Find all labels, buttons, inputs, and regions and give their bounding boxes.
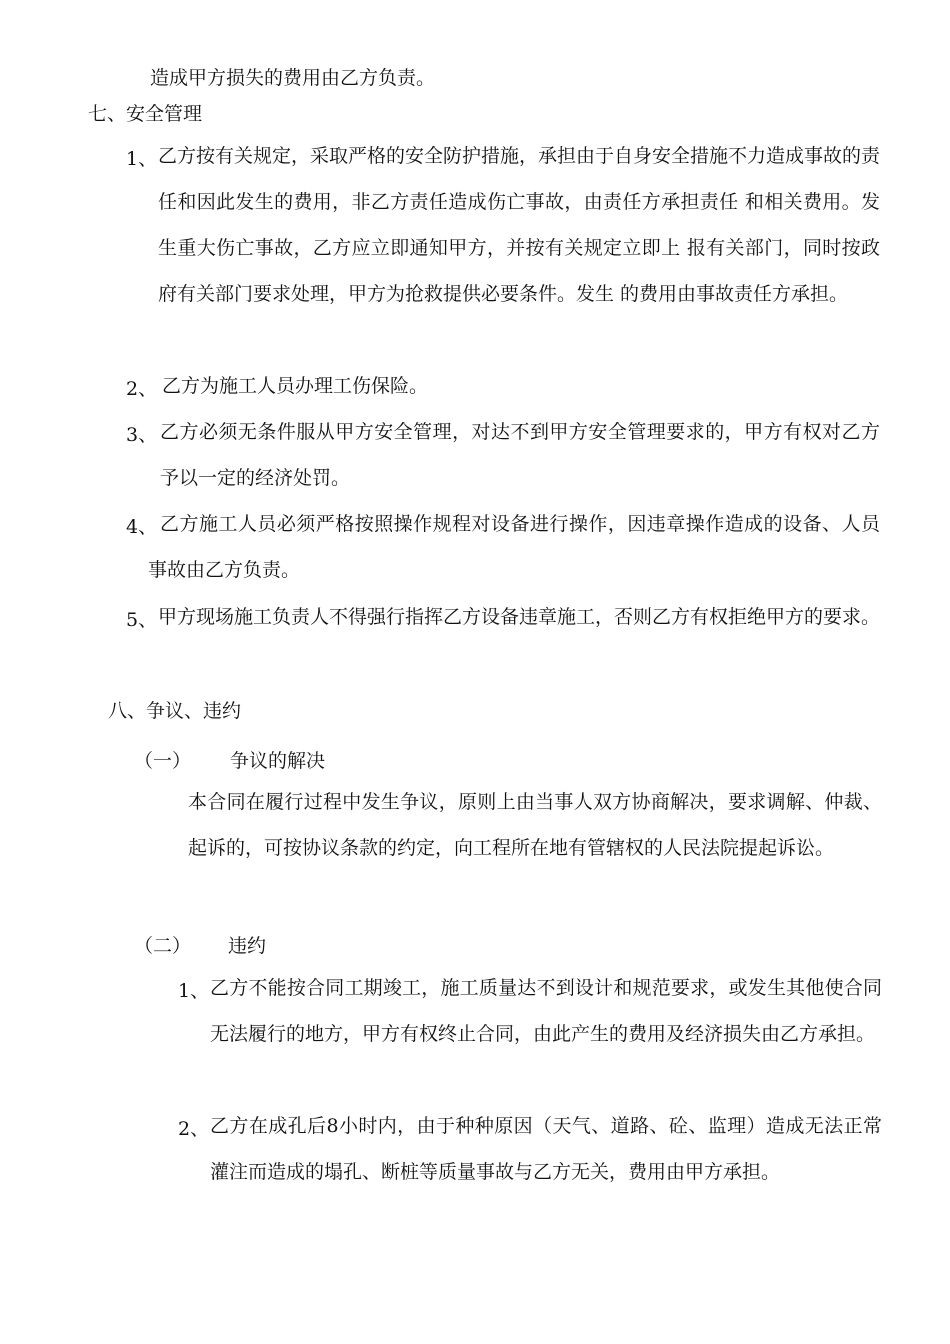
- item-number: 4、: [126, 516, 158, 538]
- sub-number: （二）: [134, 935, 192, 957]
- safety-item-1: [126, 133, 886, 363]
- item-text: 乙方按有关规定，采取严格的安全防护措施，承担由于自身安全措施不力造成事故的责任和因此发生的费用，非乙方责任造成伤亡事故，由责任方承担责任 和相关费用。发生重大伤亡事故，乙方应立即通知甲方，并按有关规定立即上 报有关部门，同时按政府有关部门要求处理，甲方为抢救提供必要条件。发生 的费用由事故责任方承担。: [158, 145, 881, 305]
- breach-item-1: [178, 965, 884, 1103]
- sub-number: （一）: [134, 750, 192, 772]
- sub-title: 违约: [228, 935, 267, 957]
- item-text: 乙方不能按合同工期竣工，施工质量达不到设计和规范要求，或发生其他使合同无法履行的地方，甲方有权终止合同，由此产生的费用及经济损失由乙方承担。: [210, 977, 882, 1045]
- safety-item-5: [126, 594, 886, 686]
- safety-item-2: [126, 363, 886, 409]
- safety-item-4: [126, 501, 886, 593]
- section-heading-dispute: 八、争议、违约: [108, 700, 242, 722]
- continuation-line: 造成甲方损失的费用由乙方负责。: [150, 67, 436, 89]
- item-number: 3、: [126, 424, 158, 446]
- section-heading-safety: 七、安全管理: [88, 103, 203, 125]
- item-text: 乙方施工人员必须严格按照操作规程对设备进行操作，因违章操作造成的设备、人员事故由乙方负责。: [148, 513, 880, 581]
- item-number: 2、: [178, 1118, 210, 1140]
- sub-title: 争议的解决: [230, 750, 326, 772]
- item-text: 乙方必须无条件服从甲方安全管理，对达不到甲方安全管理要求的，甲方有权对乙方予以一定的经济处罚。: [160, 421, 880, 489]
- item-text: 乙方在成孔后8小时内，由于种种原因（天气、道路、砼、监理）造成无法正常灌注而造成的塌孔、断桩等质量事故与乙方无关，费用由甲方承担。: [210, 1115, 882, 1183]
- paragraph-text: 本合同在履行过程中发生争议，原则上由当事人双方协商解决，要求调解、仲裁、起诉的，可按协议条款的约定，向工程所在地有管辖权的人民法院提起诉讼。: [188, 791, 882, 859]
- item-number: 1、: [126, 148, 158, 170]
- item-number: 2、: [126, 378, 158, 400]
- item-text: 乙方为施工人员办理工伤保险。: [162, 375, 429, 397]
- dispute-paragraph: [188, 779, 884, 917]
- item-text: 甲方现场施工负责人不得强行指挥乙方设备违章施工，否则乙方有权拒绝甲方的要求。: [158, 606, 881, 628]
- breach-item-2: [178, 1103, 884, 1195]
- item-number: 5、: [126, 609, 158, 631]
- item-number: 1、: [178, 980, 210, 1002]
- safety-item-3: [126, 409, 886, 501]
